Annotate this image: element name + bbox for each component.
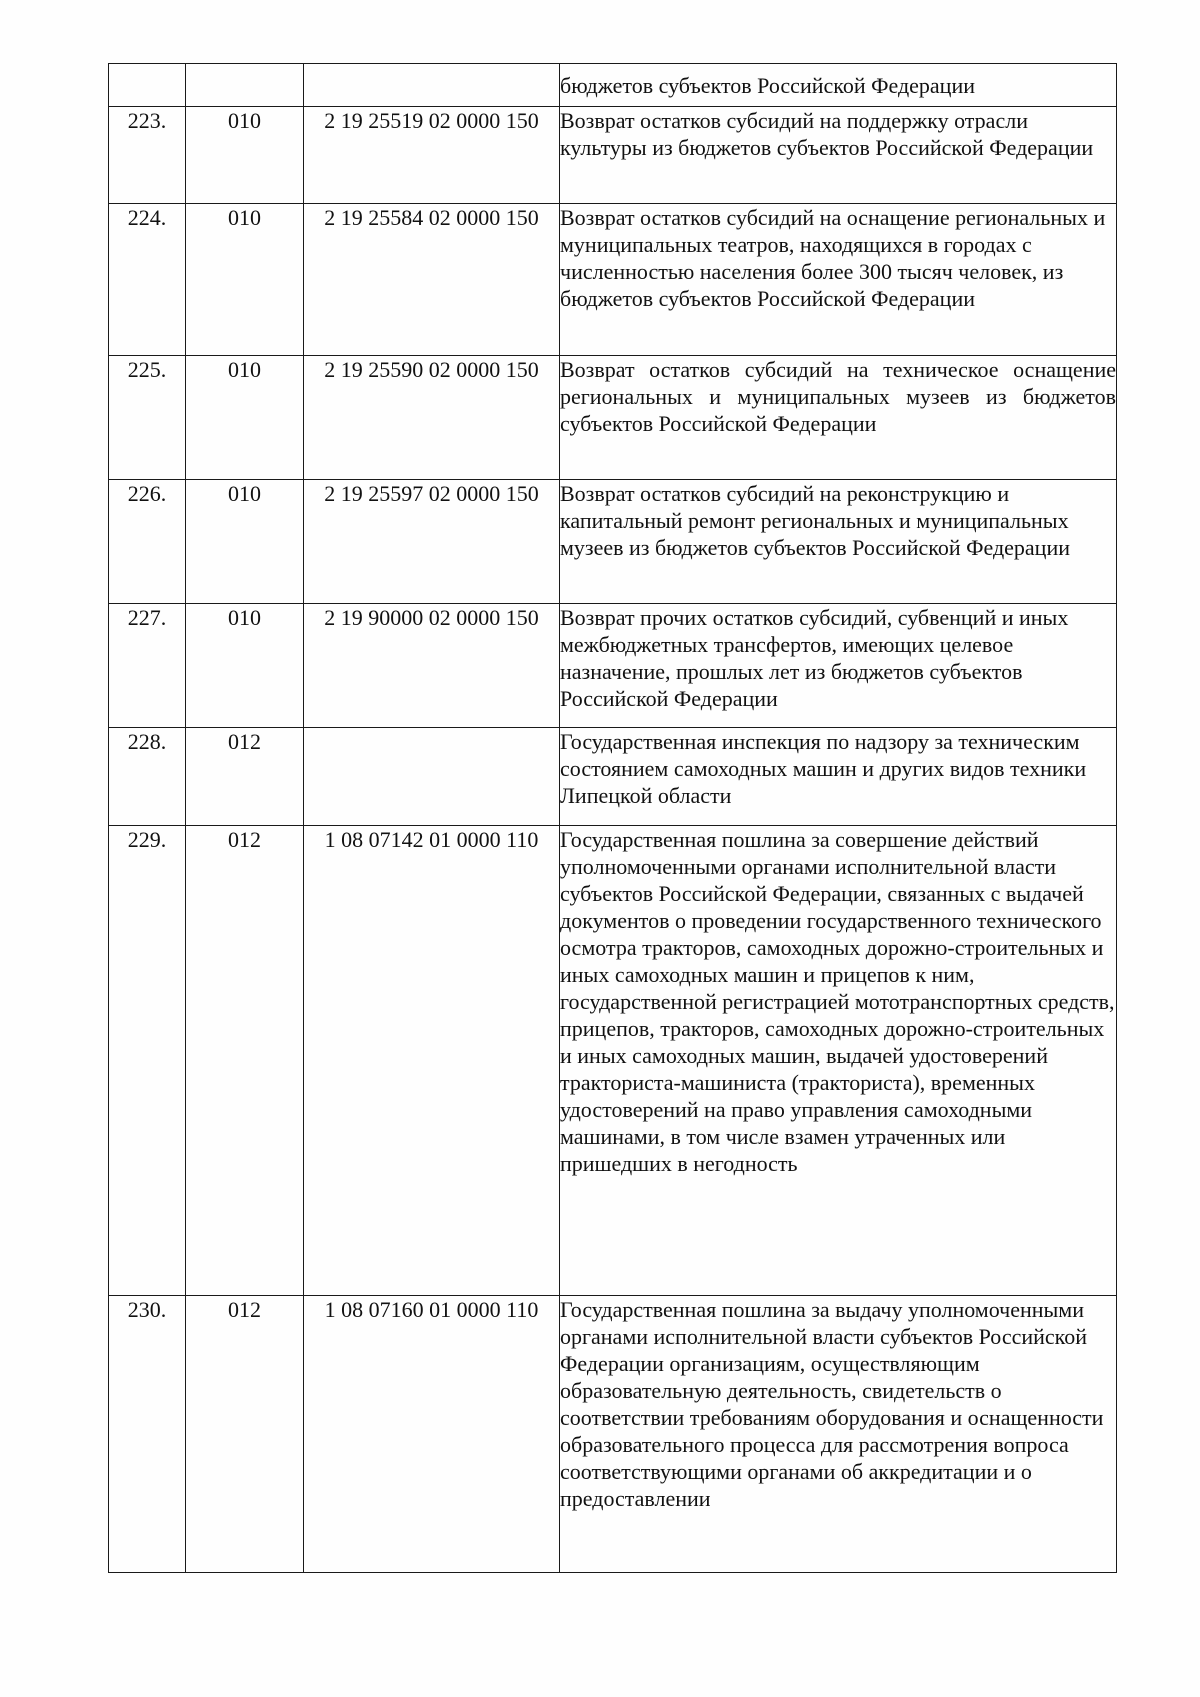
table-row xyxy=(109,1296,1117,1573)
table-row xyxy=(109,604,1117,728)
income-description: Государственная пошлина за совершение действий уполномоченными органами исполнительной власти субъектов Российской Федерации, связанных с выдачей документов о проведении государственного технического осмотра тракторов, самоходных дорожно-строительных и иных самоходных машин и прицепов к ним, государственной регистрацией мототранспортных средств, прицепов, тракторов, самоходных дорожно-строительных и иных самоходных машин, выдачей удостоверений тракториста-машиниста (тракториста), временных удостоверений на право управления самоходными машинами, в том числе взамен утраченных или пришедших в негодность xyxy=(560,826,1117,1296)
budget-classification-code: 1 08 07160 01 0000 110 xyxy=(304,1296,560,1573)
administrator-code: 010 xyxy=(186,480,304,604)
budget-classification-code xyxy=(304,728,560,826)
administrator-code: 010 xyxy=(186,107,304,204)
table-row xyxy=(109,64,1117,107)
table-row xyxy=(109,356,1117,480)
administrator-code: 012 xyxy=(186,1296,304,1573)
row-number: 223. xyxy=(109,107,186,204)
administrator-code: 012 xyxy=(186,728,304,826)
row-number: 225. xyxy=(109,356,186,480)
budget-classification-code: 2 19 90000 02 0000 150 xyxy=(304,604,560,728)
budget-classification-code: 2 19 25590 02 0000 150 xyxy=(304,356,560,480)
administrator-code: 010 xyxy=(186,604,304,728)
row-number: 230. xyxy=(109,1296,186,1573)
budget-classification-code: 1 08 07142 01 0000 110 xyxy=(304,826,560,1296)
table-row xyxy=(109,826,1117,1296)
income-description: Государственная инспекция по надзору за техническим состоянием самоходных машин и других видов техники Липецкой области xyxy=(560,728,1117,826)
income-description: Государственная пошлина за выдачу уполномоченными органами исполнительной власти субъектов Российской Федерации организациям, осуществляющим образовательную деятельность, свидетельств о соответствии требованиям оборудования и оснащенности образовательного процесса для рассмотрения вопроса соответствующими органами об аккредитации и о предоставлении xyxy=(560,1296,1117,1573)
row-number: 228. xyxy=(109,728,186,826)
budget-classification-code: 2 19 25584 02 0000 150 xyxy=(304,204,560,356)
table-row xyxy=(109,480,1117,604)
income-description: Возврат остатков субсидий на техническое оснащение региональных и муниципальных музеев из бюджетов субъектов Российской Федерации xyxy=(560,356,1117,480)
administrator-code: 010 xyxy=(186,356,304,480)
administrator-code: 012 xyxy=(186,826,304,1296)
budget-classification-code xyxy=(304,64,560,107)
budget-classification-code: 2 19 25519 02 0000 150 xyxy=(304,107,560,204)
budget-classification-code: 2 19 25597 02 0000 150 xyxy=(304,480,560,604)
table-row xyxy=(109,107,1117,204)
row-number xyxy=(109,64,186,107)
table-row xyxy=(109,728,1117,826)
income-description: Возврат остатков субсидий на реконструкцию и капитальный ремонт региональных и муниципальных музеев из бюджетов субъектов Российской Федерации xyxy=(560,480,1117,604)
income-description: Возврат прочих остатков субсидий, субвенций и иных межбюджетных трансфертов, имеющих целевое назначение, прошлых лет из бюджетов субъектов Российской Федерации xyxy=(560,604,1117,728)
budget-classification-table xyxy=(108,63,1117,1573)
row-number: 226. xyxy=(109,480,186,604)
row-number: 224. xyxy=(109,204,186,356)
table-row xyxy=(109,204,1117,356)
row-number: 229. xyxy=(109,826,186,1296)
administrator-code xyxy=(186,64,304,107)
income-description: Возврат остатков субсидий на оснащение региональных и муниципальных театров, находящихся в городах с численностью населения более 300 тысяч человек, из бюджетов субъектов Российской Федерации xyxy=(560,204,1117,356)
income-description: Возврат остатков субсидий на поддержку отрасли культуры из бюджетов субъектов Российской Федерации xyxy=(560,107,1117,204)
income-description: бюджетов субъектов Российской Федерации xyxy=(560,64,1117,107)
administrator-code: 010 xyxy=(186,204,304,356)
row-number: 227. xyxy=(109,604,186,728)
